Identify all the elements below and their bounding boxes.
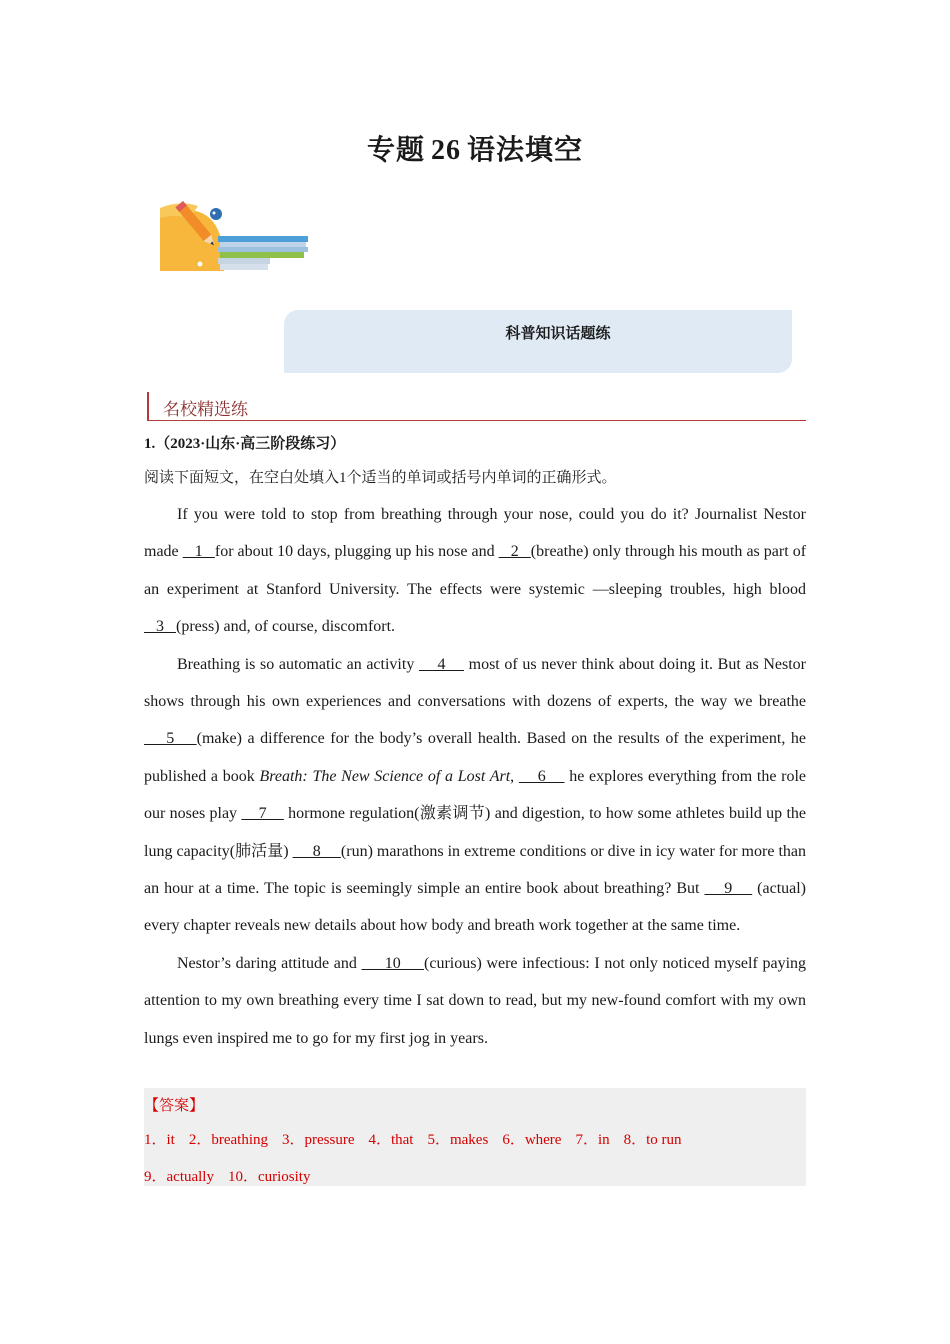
blank-5: 5 [144, 730, 197, 748]
text-run: , [510, 767, 519, 785]
question-content [144, 432, 806, 1057]
answer-item: 7．in [575, 1132, 610, 1148]
answer-item: 2．breathing [188, 1132, 268, 1148]
passage-paragraph-3 [144, 945, 806, 1057]
text-run: (press) and, of course, discomfort. [176, 618, 396, 636]
answer-item: 8．to run [623, 1132, 682, 1148]
text-run: for about 10 days, plugging up his nose and [214, 543, 499, 561]
text-run: If you were told to stop from breathing through your nose, could you do it? Journalist Nestor made [144, 506, 806, 561]
passage-paragraph-1 [144, 496, 806, 646]
text-run: (run) marathons in extreme conditions or dive in icy water for more than an hour at a time. The topic is seemingly simple an entire book about breathing? But [144, 842, 807, 898]
topic-banner [284, 310, 792, 373]
section-accent-bar [147, 392, 149, 420]
answer-item: 3．pressure [282, 1132, 355, 1148]
text-run: (make) a difference for the body’s overall health. Based on the results of the experiment, he published a book [144, 730, 806, 785]
section-label: 名校精选练 [163, 400, 248, 420]
text-run: he explores everything from the role our noses play [144, 767, 807, 823]
text-run: Nestor’s daring attitude and [177, 954, 362, 972]
answer-item: 10．curiosity [227, 1169, 311, 1185]
answer-item: 5．makes [427, 1132, 489, 1148]
books-pencil-illustration [160, 178, 310, 274]
answer-title: 【答案】 [144, 1098, 205, 1114]
title-prefix: 专题 [366, 135, 425, 166]
text-run: (curious) were infectious: I not only noticed myself paying attention to my own breathing every time I sat down to read, but my new-found comfort with my own lungs even inspired me to go for my first jog in years. [144, 954, 807, 1047]
text-run: (breathe) only through his mouth as part of an experiment at Stanford University. The effects were systemic —sleeping troubles, high blood [144, 543, 807, 598]
text-run: most of us never think about doing it. But as Nestor shows through his own experiences and conversations with dozens of experts, the way we breathe [144, 655, 807, 711]
answer-line-1 [144, 1128, 696, 1149]
text-run: (actual) every chapter reveals new details about how body and breath work together at the same time. [144, 880, 807, 935]
passage-paragraph-2 [144, 646, 806, 945]
blank-10: 10 [361, 954, 425, 972]
question-instruction: 阅读下面短文，在空白处填入1个适当的单词或括号内单词的正确形式。 [144, 470, 617, 486]
blank-1: 1 [182, 543, 215, 561]
title-number: 26 [431, 135, 461, 166]
question-head: 1.（2023·山东·高三阶段练习） [144, 436, 346, 452]
topic-banner-text: 科普知识话题练 [505, 326, 611, 342]
blank-6: 6 [518, 767, 565, 785]
blank-8: 8 [292, 842, 341, 860]
blank-2: 2 [498, 543, 531, 561]
answer-item: 9．actually [144, 1169, 214, 1185]
blank-7: 7 [241, 805, 284, 823]
section-header [147, 392, 806, 421]
text-run: hormone regulation(激素调节) and digestion, to how some athletes build up the lung capacity(肺活量) [144, 805, 806, 860]
answer-item: 4．that [368, 1132, 414, 1148]
answer-box [144, 1088, 806, 1186]
answer-item: 1．it [144, 1132, 175, 1148]
title-suffix: 语法填空 [467, 135, 584, 166]
answer-line-2 [144, 1165, 324, 1186]
answer-item: 6．where [502, 1132, 562, 1148]
blank-4: 4 [418, 655, 464, 673]
blank-9: 9 [704, 880, 753, 898]
blank-3: 3 [144, 618, 176, 636]
text-run: Breathing is so automatic an activity [177, 655, 419, 673]
book-title: Breath: The New Science of a Lost Art [259, 767, 511, 785]
page-title [0, 128, 950, 168]
